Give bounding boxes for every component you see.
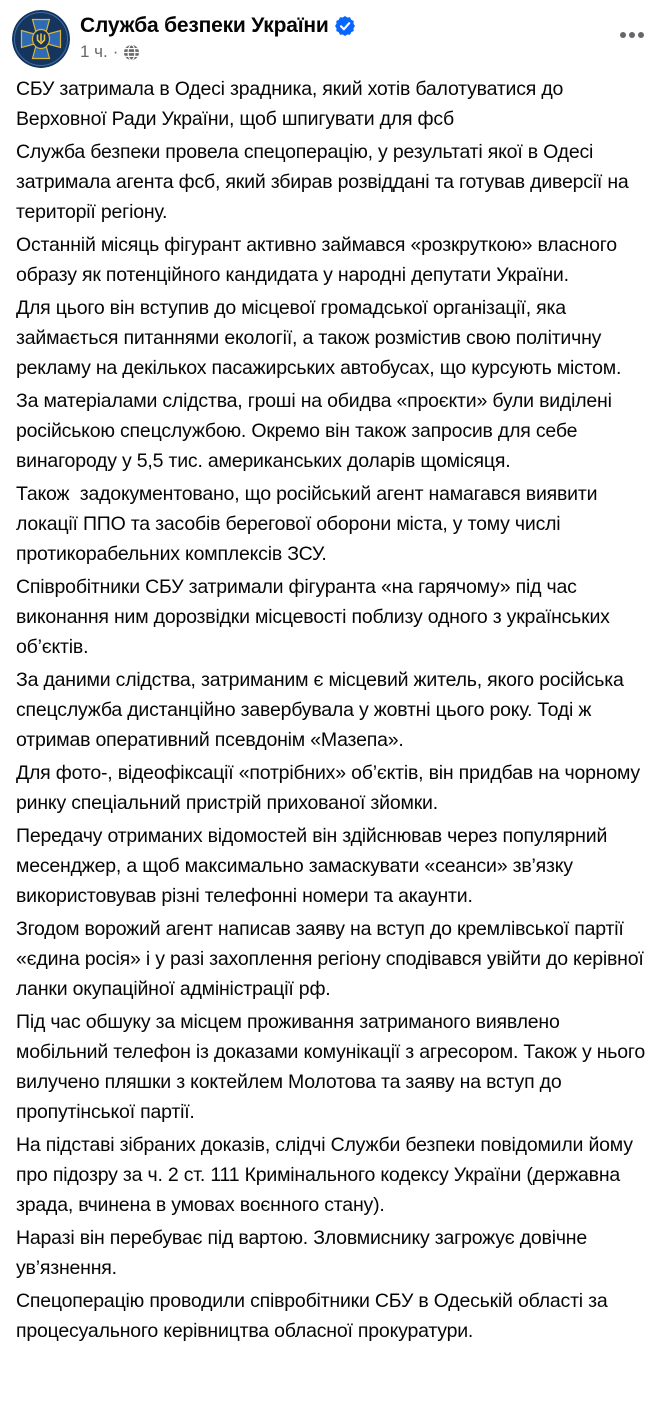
- ellipsis-icon: [629, 32, 635, 38]
- profile-avatar-sbu-emblem-icon[interactable]: [12, 10, 70, 68]
- header-info: [80, 10, 355, 62]
- post-paragraph: Спецоперацію проводили співробітники СБУ в Одеській області за процесуального керівництва обласної прокуратури.: [16, 1290, 613, 1342]
- ellipsis-icon: [620, 32, 626, 38]
- post-body-text: [0, 68, 670, 1360]
- post-paragraph: Співробітники СБУ затримали фігуранта «на гарячому» під час виконання ним дорозвідки місцевості поблизу одного з українських об’єктів.: [16, 576, 615, 658]
- post-paragraph: На підставі зібраних доказів, слідчі Служби безпеки повідомили йому про підозру за ч. 2 ст. 111 Кримінального кодексу України (державна зрада, вчинена в умовах воєнного стану).: [16, 1134, 638, 1216]
- post-paragraph: Для цього він вступив до місцевої громадської організації, яка займається питаннями екології, а також розмістив свою політичну рекламу на декількох пасажирських автобусах, що курсують містом.: [16, 297, 622, 379]
- post-paragraph: Для фото-, відеофіксації «потрібних» об’єктів, він придбав на чорному ринку спеціальний пристрій прихованої зйомки.: [16, 762, 646, 814]
- more-options-button[interactable]: [616, 24, 648, 46]
- post-paragraph: За матеріалами слідства, гроші на обидва «проєкти» були виділені російською спецслужбою. Окремо він також запросив для себе винагороду у 5,5 тис. американських доларів щомісяця.: [16, 390, 617, 472]
- post-paragraph: Служба безпеки провела спецоперацію, у результаті якої в Одесі затримала агента фсб, який збирав розвіддані та готував диверсії на території регіону.: [16, 141, 634, 223]
- post-paragraph: За даними слідства, затриманим є місцевий житель, якого російська спецслужба дистанційно завербувала у жовтні цього року. Тоді ж отримав оперативний псевдонім «Мазепа».: [16, 669, 629, 751]
- verified-badge-icon: [335, 16, 355, 36]
- public-audience-globe-icon: [123, 44, 140, 61]
- timestamp-link[interactable]: 1 ч.: [80, 42, 108, 61]
- post-paragraph: Останній місяць фігурант активно займався «розкруткою» власного образу як потенційного кандидата у народні депутати України.: [16, 234, 623, 286]
- post-paragraph: Також задокументовано, що російський агент намагався виявити локації ППО та засобів берегової оборони міста, у тому числі протикорабельних комплексів ЗСУ.: [16, 483, 603, 565]
- post-paragraph: СБУ затримала в Одесі зрадника, який хотів балотуватися до Верховної Ради України, щоб шпигувати для фсб: [16, 78, 569, 130]
- post-paragraph: Згодом ворожий агент написав заяву на вступ до кремлівської партії «єдина росія» і у разі захоплення регіону сподівався увійти до керівної ланки окупаційної адміністрації рф.: [16, 918, 649, 1000]
- post-header: [0, 0, 670, 68]
- ellipsis-icon: [638, 32, 644, 38]
- post-paragraph: Передачу отриманих відомостей він здійснював через популярний месенджер, а щоб максимально замаскувати «сеанси» зв’язку використовував різні телефонні номери та акаунти.: [16, 825, 613, 907]
- page-name-link[interactable]: Служба безпеки України: [80, 14, 329, 37]
- post-paragraph: Під час обшуку за місцем проживання затриманого виявлено мобільний телефон із доказами комунікації з агресором. Також у нього вилучено пляшки з коктейлем Молотова та заяву на вступ до пропутінської партії.: [16, 1011, 651, 1123]
- page-name-row: [80, 13, 355, 39]
- meta-separator: ·: [112, 42, 119, 61]
- post-meta-row: [80, 41, 355, 62]
- post-paragraph: Наразі він перебуває під вартою. Зловмиснику загрожує довічне ув’язнення.: [16, 1227, 593, 1279]
